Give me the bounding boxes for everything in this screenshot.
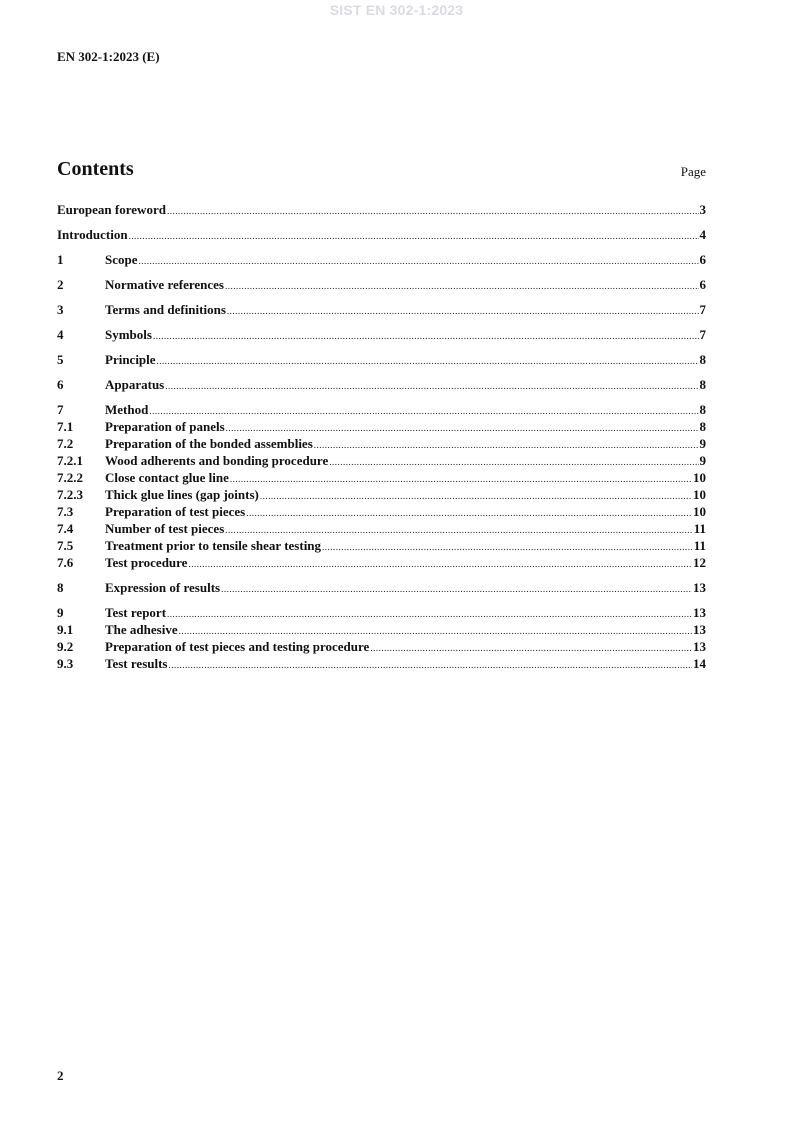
toc-entry[interactable]: [57, 604, 706, 621]
toc-dot-leader: [167, 203, 699, 220]
toc-entry-title: Number of test pieces: [105, 521, 225, 536]
toc-entry-page: 13: [693, 605, 706, 620]
toc-entry[interactable]: [57, 452, 706, 469]
toc-entry-number: 9.2: [57, 639, 74, 654]
toc-entry[interactable]: [57, 301, 706, 318]
toc-entry-number: 7.3: [57, 504, 74, 519]
toc-entry-page: 7: [699, 327, 706, 342]
toc-dot-leader: [227, 303, 699, 320]
toc-entry-page: 3: [699, 202, 706, 217]
toc-entry[interactable]: [57, 638, 706, 655]
toc-entry-number: 9: [57, 605, 64, 620]
toc-dot-leader: [153, 328, 699, 345]
toc-entry[interactable]: [57, 226, 706, 243]
toc-entry-title: Test results: [105, 656, 168, 671]
contents-heading: Contents: [57, 158, 134, 180]
toc-entry-page: 8: [699, 419, 706, 434]
toc-entry-page: 14: [693, 656, 706, 671]
table-of-contents: [57, 201, 706, 672]
toc-entry-page: 6: [699, 252, 706, 267]
toc-entry[interactable]: [57, 401, 706, 418]
toc-entry-title: Normative references: [105, 277, 224, 292]
toc-dot-leader: [314, 437, 699, 454]
toc-entry-number: 7.4: [57, 521, 74, 536]
toc-entry-page: 11: [693, 538, 706, 553]
toc-entry-number: 3: [57, 302, 64, 317]
toc-entry-title: The adhesive: [105, 622, 178, 637]
toc-entry-page: 10: [693, 487, 706, 502]
toc-entry-page: 13: [693, 580, 706, 595]
toc-entry-page: 13: [693, 639, 706, 654]
toc-entry-title: Close contact glue line: [105, 470, 229, 485]
toc-entry-title: Introduction: [57, 227, 128, 242]
toc-entry-number: 4: [57, 327, 64, 342]
toc-entry-number: 7.6: [57, 555, 74, 570]
toc-entry-title: Symbols: [105, 327, 152, 342]
toc-entry-number: 7.5: [57, 538, 74, 553]
toc-entry-page: 11: [693, 521, 706, 536]
toc-entry-title: Thick glue lines (gap joints): [105, 487, 259, 502]
toc-entry[interactable]: [57, 655, 706, 672]
toc-entry[interactable]: [57, 326, 706, 343]
toc-entry-number: 2: [57, 277, 64, 292]
toc-entry-title: Expression of results: [105, 580, 221, 595]
toc-entry-number: 7.2.1: [57, 453, 83, 468]
toc-entry-number: 9.3: [57, 656, 74, 671]
toc-dot-leader: [139, 253, 699, 270]
toc-entry-title: Treatment prior to tensile shear testing: [105, 538, 322, 553]
toc-dot-leader: [322, 539, 693, 556]
toc-entry-number: 7.1: [57, 419, 74, 434]
toc-entry-title: Preparation of test pieces: [105, 504, 246, 519]
toc-entry-page: 9: [699, 436, 706, 451]
toc-entry-title: Preparation of test pieces and testing procedure: [105, 639, 370, 654]
toc-dot-leader: [329, 454, 698, 471]
toc-entry-title: Test report: [105, 605, 167, 620]
toc-dot-leader: [188, 556, 692, 573]
toc-entry-number: 8: [57, 580, 64, 595]
toc-entry[interactable]: [57, 503, 706, 520]
toc-entry-page: 4: [699, 227, 706, 242]
toc-dot-leader: [225, 278, 699, 295]
toc-entry-number: 5: [57, 352, 64, 367]
toc-entry-title: Terms and definitions: [105, 302, 226, 317]
toc-entry-page: 8: [699, 377, 706, 392]
toc-entry-number: 7.2: [57, 436, 74, 451]
toc-dot-leader: [157, 353, 699, 370]
toc-dot-leader: [246, 505, 692, 522]
toc-entry-page: 7: [699, 302, 706, 317]
toc-entry-number: 7: [57, 402, 64, 417]
toc-entry-title: Apparatus: [105, 377, 165, 392]
toc-entry-page: 8: [699, 402, 706, 417]
toc-dot-leader: [165, 378, 698, 395]
toc-entry[interactable]: [57, 520, 706, 537]
toc-entry-title: Wood adherents and bonding procedure: [105, 453, 329, 468]
toc-entry-page: 6: [699, 277, 706, 292]
watermark-text: SIST EN 302-1:2023: [329, 2, 464, 18]
toc-dot-leader: [168, 657, 692, 674]
toc-entry-title: Preparation of the bonded assemblies: [105, 436, 313, 451]
toc-entry[interactable]: [57, 276, 706, 293]
toc-entry-number: 1: [57, 252, 64, 267]
toc-entry-number: 9.1: [57, 622, 74, 637]
toc-entry-number: 7.2.3: [57, 487, 83, 502]
page-column-label: Page: [680, 164, 706, 179]
toc-entry-title: Method: [105, 402, 149, 417]
toc-entry-title: European foreword: [57, 202, 166, 217]
toc-entry[interactable]: [57, 579, 706, 596]
toc-dot-leader: [230, 471, 692, 488]
toc-entry[interactable]: [57, 418, 706, 435]
toc-entry[interactable]: [57, 351, 706, 368]
page-number: 2: [57, 1068, 64, 1083]
toc-dot-leader: [149, 403, 698, 420]
toc-entry[interactable]: [57, 621, 706, 638]
toc-entry-title: Preparation of panels: [105, 419, 225, 434]
toc-entry[interactable]: [57, 251, 706, 268]
toc-entry-page: 10: [693, 470, 706, 485]
toc-dot-leader: [167, 606, 692, 623]
toc-entry-title: Principle: [105, 352, 156, 367]
toc-entry-page: 12: [693, 555, 706, 570]
toc-entry-number: 6: [57, 377, 64, 392]
document-id: EN 302-1:2023 (E): [57, 49, 160, 64]
toc-entry-page: 10: [693, 504, 706, 519]
toc-entry-page: 8: [699, 352, 706, 367]
toc-dot-leader: [370, 640, 692, 657]
toc-entry-page: 9: [699, 453, 706, 468]
toc-entry[interactable]: [57, 376, 706, 393]
toc-entry-title: Scope: [105, 252, 138, 267]
toc-entry[interactable]: [57, 486, 706, 503]
toc-entry-title: Test procedure: [105, 555, 188, 570]
toc-entry[interactable]: [57, 435, 706, 452]
toc-dot-leader: [260, 488, 692, 505]
toc-entry[interactable]: [57, 469, 706, 486]
toc-dot-leader: [129, 228, 699, 245]
toc-dot-leader: [221, 581, 692, 598]
toc-entry[interactable]: [57, 201, 706, 218]
toc-entry-page: 13: [693, 622, 706, 637]
toc-entry[interactable]: [57, 554, 706, 571]
toc-entry[interactable]: [57, 537, 706, 554]
toc-entry-number: 7.2.2: [57, 470, 83, 485]
